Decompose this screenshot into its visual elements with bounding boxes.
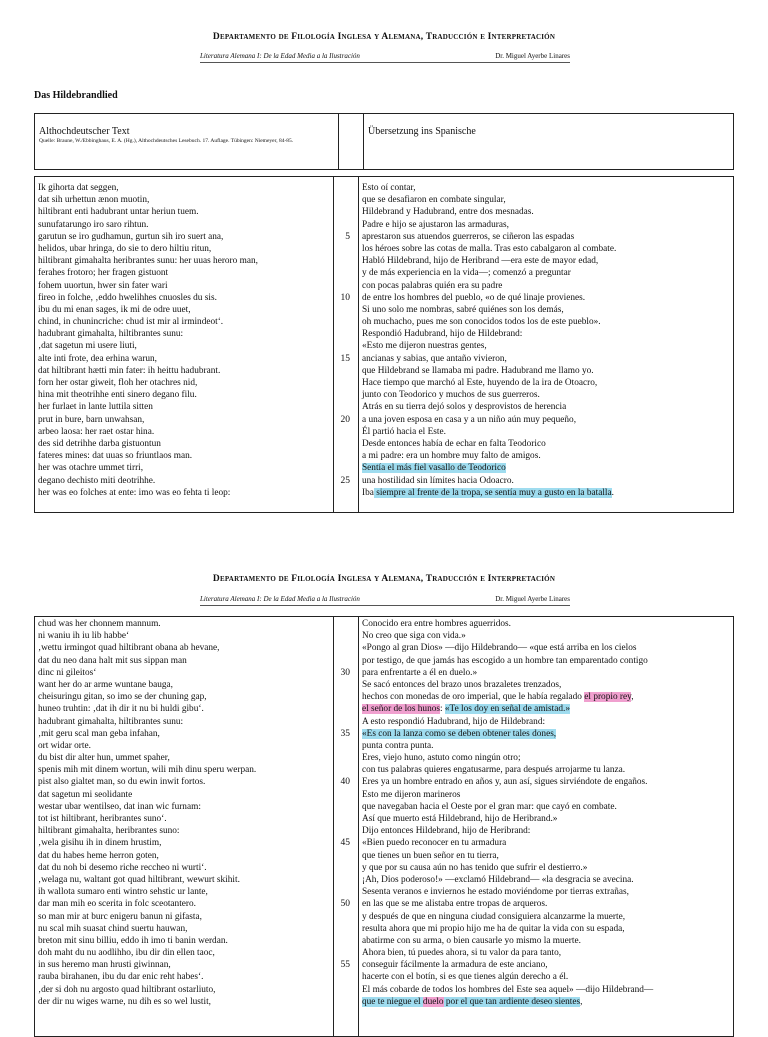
verse-line: Habló Hildebrand, hijo de Heribrand —era este de mayor edad,	[362, 256, 599, 267]
verse-text: ,	[580, 996, 583, 1007]
line-number	[334, 450, 358, 462]
es-header: Übersetzung ins Spanische	[368, 126, 476, 137]
line-number	[334, 401, 358, 413]
verse-line: y que por su causa aún no has tenido que sufrir el destierro.»	[362, 862, 588, 873]
verse-line: her was eo folches at ente: imo was eo fehta ti leop:	[38, 487, 231, 498]
line-number	[334, 740, 358, 752]
verse-line	[362, 728, 733, 740]
verse-line: Se sacó entonces del brazo unos brazaletes trenzados,	[362, 679, 562, 690]
line-number	[334, 316, 358, 328]
line-number	[334, 304, 358, 316]
course-subtitle	[200, 52, 570, 63]
verse-line: rauba birahanen, ibu du dar enic reht habes‘.	[38, 972, 204, 983]
line-number: 40	[340, 777, 350, 788]
line-number	[334, 426, 358, 438]
line-number	[334, 911, 358, 923]
verse-line: No creo que siga con vida.»	[362, 631, 466, 642]
verse-line: resulta ahora que mi propio hijo me ha de quitar la vida con su espada,	[362, 923, 625, 934]
verse-line: garutun se iro gudhamun, gurtun sih iro suert ana,	[38, 231, 224, 242]
verse-line: Esto me dijeron marineros	[362, 789, 461, 800]
verse-line: so man mir at burc enigeru banun ni gifasta,	[38, 911, 202, 922]
verse-line: una hostilidad sin límites hacia Odoacro.	[362, 475, 514, 486]
line-number	[334, 716, 358, 728]
line-number	[334, 618, 358, 630]
line-number	[334, 813, 358, 825]
verse-line: Esto oí contar,	[362, 183, 416, 193]
source-citation: Quelle: Braune, W./Ebbinghaus, E. A. (Hg.), Althochdeutsches Lesebuch. 17. Auflage. Tübingen: Niemeyer, 84-85.	[39, 138, 294, 144]
verse-line: ort widar orte.	[38, 740, 91, 751]
verse-line: Respondió Hadubrand, hijo de Hildebrand:	[362, 329, 523, 340]
line-number	[334, 825, 358, 837]
verse-line: ¡Ah, Dios poderoso!» —exclamó Hildebrand— «la desgracia se avecina.	[362, 874, 634, 885]
text-table-1	[34, 176, 734, 513]
es-header-cell	[364, 114, 734, 170]
line-number	[334, 764, 358, 776]
line-number	[334, 340, 358, 352]
line-number	[334, 862, 358, 874]
verse-line: que se desafiaron en combate singular,	[362, 195, 506, 206]
verse-line: «Bien puedo reconocer en tu armadura	[362, 838, 507, 849]
verse-line: dat sagetun mi seolidante	[38, 789, 133, 800]
line-number	[334, 182, 358, 194]
line-number	[334, 462, 358, 474]
author-name: Dr. Miguel Ayerbe Linares	[495, 52, 570, 60]
line-number	[334, 691, 358, 703]
line-number	[334, 874, 358, 886]
highlighted-text: Sentía el más fiel vasallo de Teodorico	[362, 463, 506, 474]
ohg-column-2	[35, 617, 334, 1037]
verse-text: :	[439, 704, 445, 715]
verse-line: fohem uuortun, hwer sin fater wari	[38, 280, 168, 291]
verse-line: Ahora bien, tú puedes ahora, si tu valor da para tanto,	[362, 948, 562, 959]
verse-line: los héroes sobre las cotas de malla. Tras esto cabalgaron al combate.	[362, 243, 617, 254]
verse-line: chind, in chunincriche: chud ist mir al irmindeot‘.	[38, 317, 224, 328]
line-numbers-2	[334, 617, 359, 1037]
verse-line: oh muchacho, pues me son conocidos todos los de este pueblo».	[362, 317, 601, 328]
page-title: Das Hildebrandlied	[34, 90, 118, 101]
verse-line: El más cobarde de todos los hombres del Este sea aquel» —dijo Hildebrand—	[362, 984, 654, 995]
verse-line: want her do ar arme wuntane bauga,	[38, 679, 174, 690]
verse-line: prut in bure, barn unwahsan,	[38, 414, 145, 425]
line-number: 20	[340, 414, 350, 425]
verse-line: spenis mih mit dinem wortun, wili mih dinu speru werpan.	[38, 765, 257, 776]
verse-line: A esto respondió Hadubrand, hijo de Hildebrand:	[362, 716, 546, 727]
course-name: Literatura Alemana I: De la Edad Media a la Ilustración	[200, 52, 360, 60]
ohg-lines	[38, 182, 333, 499]
verse-line: Así que muerto está Hildebrand, hijo de Heribrand.»	[362, 814, 558, 824]
verse-line: que navegaban hacia el Oeste por el gran mar: que cayó en combate.	[362, 801, 617, 812]
highlighted-text: «Te los doy en señal de amistad.»	[444, 704, 570, 715]
line-number	[334, 984, 358, 996]
verse-line: der dir nu wiges warne, nu dih es so wel lustit,	[38, 996, 211, 1007]
verse-line: her was otachre ummet tirri,	[38, 463, 144, 474]
line-number	[334, 886, 358, 898]
verse-line: junto con Teodorico y muchos de sus guerreros.	[362, 390, 540, 401]
verse-line: in sus heremo man hrusti giwinnan,	[38, 960, 171, 971]
verse-line: Conocido era entre hombres aguerridos.	[362, 619, 511, 629]
verse-line: que Hildebrand se llamaba mi padre. Hadubrand me llamo yo.	[362, 365, 594, 376]
department-header-2: Departamento de Filología Inglesa y Alemana, Traducción e Interpretación	[212, 574, 556, 584]
verse-line: her furlaet in lante luttila sitten	[38, 402, 153, 413]
es-column	[359, 177, 734, 513]
verse-line: hiltibrant enti hadubrant untar heriun tuem.	[38, 207, 199, 218]
line-number: 15	[340, 353, 350, 364]
verse-line: dat sih urhettun ænon muotin,	[38, 195, 150, 206]
verse-line: en las que se me alistaba entre tropas de arqueros.	[362, 899, 548, 910]
verse-line: ferahes frotoro; her fragen gistuont	[38, 268, 169, 279]
verse-line: dinc ni gileitos‘	[38, 667, 97, 678]
line-number	[334, 243, 358, 255]
verse-text: ,	[631, 692, 634, 703]
verse-line: hacerte con el botín, si es que tienes algún derecho a él.	[362, 972, 569, 983]
verse-line: ‚mit geru scal man geba infahan,	[38, 728, 160, 739]
line-number	[334, 280, 358, 292]
verse-line: con pocas palabras quién era su padre	[362, 280, 503, 291]
line-number	[334, 947, 358, 959]
line-number	[334, 679, 358, 691]
line-number: 45	[340, 838, 350, 849]
line-number	[334, 365, 358, 377]
highlighted-text: el señor de los hunos	[362, 704, 440, 715]
verse-line: Dijo entonces Hildebrand, hijo de Heribrand:	[362, 826, 531, 837]
verse-line: des sid detrihhe darba gistuontun	[38, 438, 161, 449]
verse-line: Desde entonces había de echar en falta Teodorico	[362, 438, 546, 449]
verse-line: «Esto me dijeron nuestras gentes,	[362, 341, 487, 352]
verse-text: Iba	[362, 487, 374, 498]
verse-line: pist also gialtet man, so du ewin inwit fortos.	[38, 777, 206, 788]
verse-line: dar man mih eo scerita in folc sceotantero.	[38, 899, 196, 910]
verse-line: a una joven esposa en casa y a un niño aún muy pequeño,	[362, 414, 577, 425]
highlighted-text: siempre al frente de la tropa, se sentía muy a gusto en la batalla	[373, 487, 612, 498]
line-number	[334, 935, 358, 947]
verse-line: ‚wettu irmingot quad hiltibrant obana ab hevane,	[38, 643, 220, 654]
highlighted-text: «Es con la lanza como se deben obtener tales dones,	[362, 728, 557, 739]
line-number	[334, 789, 358, 801]
course-subtitle-2	[200, 595, 570, 606]
verse-line: ‚dat sagetun mi usere liuti,	[38, 341, 137, 352]
verse-line: y de más experiencia en la vida—; comenzó a preguntar	[362, 268, 571, 279]
verse-line: Eres, viejo huno, astuto como ningún otro;	[362, 753, 521, 764]
verse-line	[362, 996, 733, 1008]
line-number	[334, 487, 358, 499]
highlighted-text: por el que tan ardiente deseo sientes	[443, 996, 581, 1007]
verse-line: sunufatarungo iro saro rihtun.	[38, 219, 149, 230]
verse-line: hiltibrant gimahalta, heribrantes suno:	[38, 826, 180, 837]
verse-line: conseguir fácilmente la armadura de este anciano,	[362, 960, 548, 971]
line-number	[334, 971, 358, 983]
line-number	[334, 923, 358, 935]
verse-line: ‚welaga nu, waltant got quad hiltibrant, wewurt skihit.	[38, 874, 240, 885]
line-number	[334, 850, 358, 862]
verse-line: Sesenta veranos e inviernos he estado moviéndome por tierras extrañas,	[362, 887, 629, 898]
line-number	[334, 801, 358, 813]
verse-line: tot ist hiltibrant, heribrantes suno‘.	[38, 814, 167, 824]
verse-line	[362, 703, 733, 715]
highlighted-text: el propio rey	[584, 692, 632, 703]
verse-line: dat du habes heme herron goten,	[38, 850, 159, 861]
line-number: 30	[340, 667, 350, 678]
verse-line: fateres mines: dat uuas so friuntlaos man.	[38, 451, 193, 462]
verse-line: dat du noh bi desemo riche reccheo ni wurti‘.	[38, 862, 207, 873]
line-number	[334, 642, 358, 654]
line-number	[334, 219, 358, 231]
verse-line: helidos, ubar hringa, do sie to dero hiltiu ritun,	[38, 243, 212, 254]
ohg-header-cell	[35, 114, 339, 170]
verse-line	[362, 691, 733, 703]
verse-line: huneo truhtin: ‚dat ih dir it nu bi huldi gibu‘.	[38, 704, 204, 715]
line-number: 25	[340, 475, 350, 486]
verse-line: chud was her chonnem mannum.	[38, 619, 161, 629]
verse-line: abatirme con su arma, o bien causarle yo mismo la muerte.	[362, 935, 581, 946]
verse-line: Él partió hacia el Este.	[362, 426, 446, 437]
verse-line: dat hiltibrant hætti min fater: ih heittu hadubrant.	[38, 365, 221, 376]
verse-line: Hildebrand y Hadubrand, entre dos mesnadas.	[362, 207, 534, 218]
verse-line: punta contra punta.	[362, 740, 434, 751]
verse-line: westar ubar wentilseo, dat inan wic furnam:	[38, 801, 201, 812]
verse-line: fireo in folche, ‚eddo hwelihhes cnuosles du sis.	[38, 292, 217, 303]
text-table-2	[34, 616, 734, 1037]
highlighted-text: que te niegue el	[362, 996, 423, 1007]
line-number	[334, 255, 358, 267]
verse-line: arbeo laosa: her raet ostar hina.	[38, 426, 155, 437]
verse-line: Ik gihorta dat seggen,	[38, 183, 119, 193]
line-number	[334, 996, 358, 1008]
verse-line: degano dechisto miti deotrihhe.	[38, 475, 156, 486]
verse-line: ‚der si doh nu argosto quad hiltibrant ostarliuto,	[38, 984, 216, 995]
es-column-2	[359, 617, 734, 1037]
verse-line: de entre los hombres del pueblo, «o de qué linaje provienes.	[362, 292, 586, 303]
line-number: 35	[340, 728, 350, 739]
verse-line	[362, 462, 733, 474]
line-number	[334, 328, 358, 340]
line-number	[334, 389, 358, 401]
verse-line: Eres ya un hombre entrado en años y, aun así, sigues sirviéndote de engaños.	[362, 777, 648, 788]
verse-line: alte inti frote, dea erhina warun,	[38, 353, 157, 364]
line-number	[334, 655, 358, 667]
verse-line: aprestaron sus atuendos guerreros, se ciñeron las espadas	[362, 231, 575, 242]
verse-line: doh maht du nu aodlihho, ibu dir din ellen taoc,	[38, 948, 215, 959]
line-number: 50	[340, 899, 350, 910]
verse-line: ibu du mi enan sages, ik mi de odre uuet,	[38, 304, 191, 315]
verse-line: y después de que en ninguna ciudad consiguiera alcanzarme la muerte,	[362, 911, 626, 922]
verse-line	[362, 487, 733, 499]
verse-line: por testigo, de que jamás has escogido a un hombre tan emparentado contigo	[362, 655, 648, 666]
highlighted-text: duelo	[422, 996, 444, 1007]
line-numbers	[334, 177, 359, 513]
verse-line: Si uno solo me nombras, sabré quiénes son los demás,	[362, 304, 564, 315]
line-number	[334, 267, 358, 279]
verse-line: hadubrant gimahalta, hiltibrantes sunu:	[38, 329, 184, 340]
line-number	[334, 752, 358, 764]
ohg-column	[35, 177, 334, 513]
course-name-2: Literatura Alemana I: De la Edad Media a la Ilustración	[200, 595, 360, 603]
line-number: 5	[345, 231, 350, 242]
line-number	[334, 377, 358, 389]
ohg-lines-2	[38, 618, 333, 1008]
line-number: 55	[340, 960, 350, 971]
verse-line: con tus palabras quieres engatusarme, para después arrojarme tu lanza.	[362, 765, 626, 776]
line-number	[334, 630, 358, 642]
author-name-2: Dr. Miguel Ayerbe Linares	[495, 595, 570, 603]
header-table	[34, 113, 734, 170]
verse-text: hechos con monedas de oro imperial, que le había regalado	[362, 692, 585, 703]
department-header: Departamento de Filología Inglesa y Alemana, Traducción e Interpretación	[212, 32, 556, 42]
line-number	[334, 703, 358, 715]
verse-line: Atrás en su tierra dejó solos y desprovistos de herencia	[362, 402, 567, 413]
line-number	[334, 438, 358, 450]
ohg-header: Althochdeutscher Text	[39, 126, 130, 137]
verse-line: Padre e hijo se ajustaron las armaduras,	[362, 219, 509, 230]
verse-line: ‚wela gisihu ih in dinem hrustim,	[38, 838, 162, 849]
verse-line: hina mit theotrihhe enti sinero degano filu.	[38, 390, 197, 401]
verse-line: ni waniu ih iu lib habbe‘	[38, 631, 130, 642]
verse-line: «Pongo al gran Dios» —dijo Hildebrando— «que está arriba en los cielos	[362, 643, 637, 654]
verse-line: dat du neo dana halt mit sus sippan man	[38, 655, 187, 666]
es-lines	[362, 182, 733, 499]
verse-line: hiltibrant gimahalta heribrantes sunu: her uuas heroro man,	[38, 256, 258, 267]
verse-line: forn her ostar giweit, floh her otachres nid,	[38, 378, 198, 388]
verse-line: Hace tiempo que marchó al Este, huyendo de la ira de Otoacro,	[362, 378, 598, 388]
line-number	[334, 194, 358, 206]
verse-line: ih wallota sumaro enti wintro sehstic ur lante,	[38, 887, 208, 898]
es-lines-2	[362, 618, 733, 1008]
verse-line: hadubrant gimahalta, hiltibrantes sunu:	[38, 716, 184, 727]
verse-line: cheisuringu gitan, so imo se der chuning gap,	[38, 692, 207, 703]
line-number: 10	[340, 292, 350, 303]
verse-line: que tienes un buen señor en tu tierra,	[362, 850, 499, 861]
line-number	[334, 206, 358, 218]
verse-line: a mi padre: era un hombre muy falto de amigos.	[362, 451, 541, 462]
verse-line: ancianas y sabias, que antaño vivieron,	[362, 353, 507, 364]
verse-line: para enfrentarte a él en duelo.»	[362, 667, 478, 678]
verse-line: du bist dir alter hun, ummet spaher,	[38, 753, 170, 764]
verse-line: breton mit sinu billiu, eddo ih imo ti banin werdan.	[38, 935, 228, 946]
verse-line: nu scal mih suasat chind suertu hauwan,	[38, 923, 188, 934]
verse-text: .	[611, 487, 614, 498]
